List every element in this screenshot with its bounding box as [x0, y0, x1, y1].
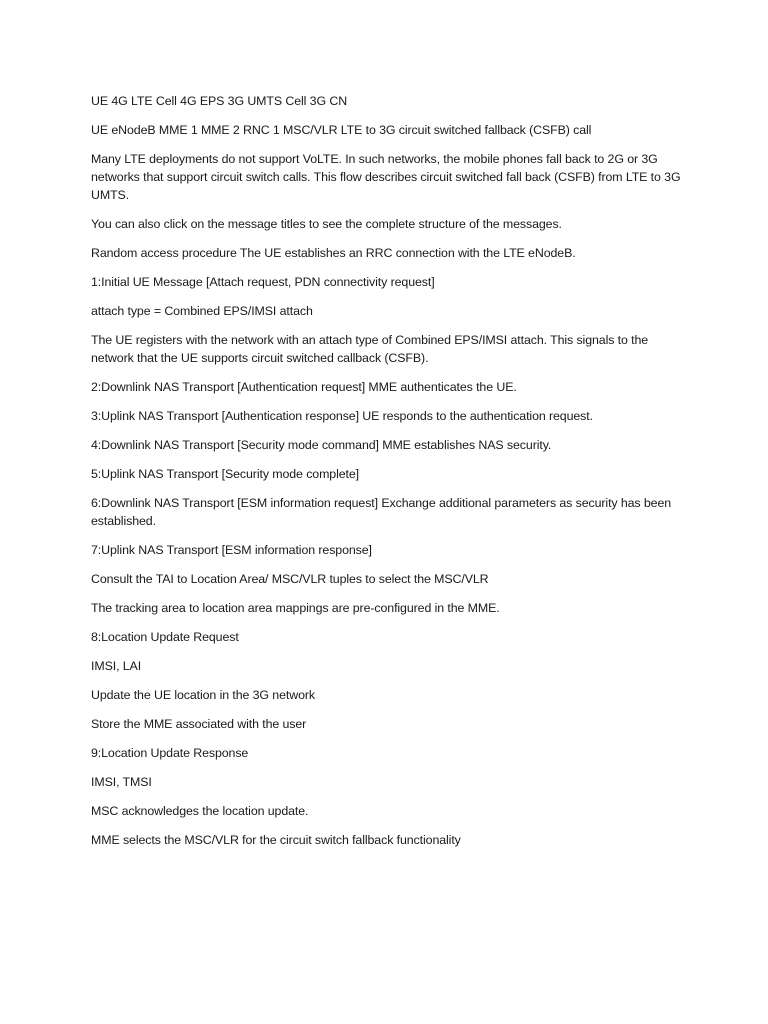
paragraph-step-3: 3:Uplink NAS Transport [Authentication response] UE responds to the authentication request.	[91, 409, 593, 423]
paragraph-heading-entities: UE 4G LTE Cell 4G EPS 3G UMTS Cell 3G CN	[91, 94, 348, 108]
paragraph-step-2: 2:Downlink NAS Transport [Authentication request] MME authenticates the UE.	[91, 380, 517, 394]
paragraph-msc-ack: MSC acknowledges the location update.	[91, 804, 309, 818]
paragraph-mme-selects: MME selects the MSC/VLR for the circuit switch fallback functionality	[91, 833, 461, 847]
paragraph-update-location: Update the UE location in the 3G network	[91, 688, 315, 702]
paragraph-tracking-area: The tracking area to location area mappings are pre-configured in the MME.	[91, 601, 500, 615]
paragraph-random-access: Random access procedure The UE establishes an RRC connection with the LTE eNodeB.	[91, 246, 576, 260]
paragraph-message-titles-note: You can also click on the message titles to see the complete structure of the messages.	[91, 217, 562, 231]
paragraph-imsi-tmsi: IMSI, TMSI	[91, 775, 152, 789]
paragraph-registration: The UE registers with the network with an attach type of Combined EPS/IMSI attach. This signals to the network that the UE supports circuit switched callback (CSFB).	[91, 333, 649, 365]
paragraph-step-1: 1:Initial UE Message [Attach request, PDN connectivity request]	[91, 275, 435, 289]
paragraph-imsi-lai: IMSI, LAI	[91, 659, 142, 673]
paragraph-step-7: 7:Uplink NAS Transport [ESM information response]	[91, 543, 372, 557]
paragraph-step-4: 4:Downlink NAS Transport [Security mode command] MME establishes NAS security.	[91, 438, 552, 452]
paragraph-consult-tai: Consult the TAI to Location Area/ MSC/VLR tuples to select the MSC/VLR	[91, 572, 489, 586]
paragraph-attach-type: attach type = Combined EPS/IMSI attach	[91, 304, 313, 318]
paragraph-step-5: 5:Uplink NAS Transport [Security mode complete]	[91, 467, 360, 481]
paragraph-step-6: 6:Downlink NAS Transport [ESM information request] Exchange additional parameters as security has been established.	[91, 496, 672, 528]
paragraph-store-mme: Store the MME associated with the user	[91, 717, 307, 731]
document-body	[91, 92, 681, 860]
paragraph-call-flow-title: UE eNodeB MME 1 MME 2 RNC 1 MSC/VLR LTE to 3G circuit switched fallback (CSFB) call	[91, 123, 592, 137]
paragraph-step-9: 9:Location Update Response	[91, 746, 249, 760]
paragraph-step-8: 8:Location Update Request	[91, 630, 239, 644]
paragraph-intro: Many LTE deployments do not support VoLTE. In such networks, the mobile phones fall back to 2G or 3G networks that support circuit switch calls. This flow describes circuit switched fall back (CSFB) from LTE to 3G UMTS.	[91, 152, 681, 202]
